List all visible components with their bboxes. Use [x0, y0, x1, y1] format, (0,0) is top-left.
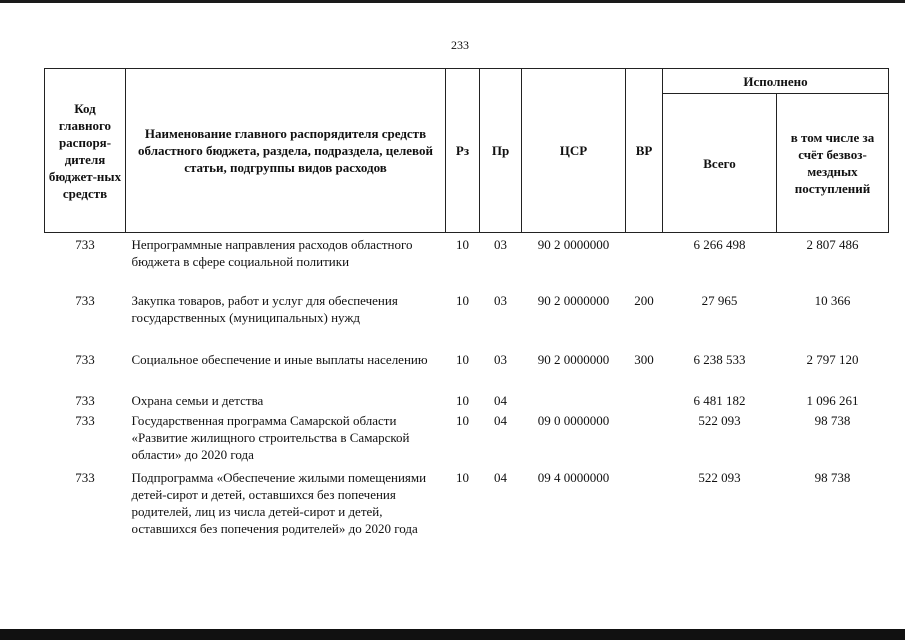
row-name: Подпрограмма «Обеспечение жилыми помещениями детей-сирот и детей, оставшихся без попечения родителей, лиц из числа детей-сирот и детей, оставшихся без попечения родителей» до 2020 года: [131, 469, 427, 536]
row-vr: 300: [634, 351, 654, 367]
row-gratuitous: 98 738: [814, 412, 851, 428]
row-rz: 10: [456, 392, 469, 408]
top-scan-border: [0, 0, 905, 3]
header-code: Код главного распоря-дителя бюджет-ных средств: [45, 69, 126, 233]
row-code: 733: [75, 351, 95, 367]
row-name: Государственная программа Самарской области «Развитие жилищного строительства в Самарской области» до 2020 года: [131, 412, 410, 462]
row-gratuitous: 2 797 120: [806, 351, 859, 367]
row-rz: 10: [456, 292, 469, 308]
row-total: 522 093: [698, 412, 741, 428]
table-row: [45, 233, 889, 292]
budget-execution-table: [44, 68, 889, 559]
row-vr: [626, 412, 663, 469]
header-csr: ЦСР: [522, 69, 626, 233]
row-pr: 04: [494, 469, 507, 485]
row-total: 522 093: [698, 469, 741, 485]
header-executed: Исполнено: [663, 69, 889, 94]
row-total: 6 266 498: [693, 237, 746, 252]
row-gratuitous: 1 096 261: [806, 392, 859, 408]
row-code: 733: [75, 392, 95, 408]
row-code: 733: [75, 237, 95, 252]
row-csr: 90 2 0000000: [537, 292, 610, 308]
table-row: [45, 392, 889, 412]
row-gratuitous: 98 738: [814, 469, 851, 485]
table-row: [45, 412, 889, 469]
bottom-scan-border: [0, 629, 905, 640]
row-vr: [626, 392, 663, 412]
row-pr: 03: [494, 292, 507, 308]
header-name: Наименование главного распорядителя средств областного бюджета, раздела, подраздела, целевой статьи, подгруппы видов расходов: [126, 69, 446, 233]
row-csr: 09 0 0000000: [537, 412, 610, 428]
row-code: 733: [75, 412, 95, 428]
row-gratuitous: 10 366: [814, 292, 851, 308]
row-code: 733: [75, 469, 95, 485]
row-name: Охрана семьи и детства: [131, 392, 264, 408]
row-gratuitous: 2 807 486: [806, 237, 859, 252]
row-csr: 09 4 0000000: [537, 469, 610, 485]
page-number: 233: [451, 38, 469, 52]
header-pr: Пр: [480, 69, 522, 233]
row-rz: 10: [456, 469, 469, 485]
table-row: [45, 292, 889, 351]
row-pr: 03: [494, 351, 507, 367]
row-rz: 10: [456, 351, 469, 367]
row-vr: [626, 233, 663, 292]
row-vr: [626, 469, 663, 559]
row-csr: 90 2 0000000: [537, 351, 610, 367]
row-rz: 10: [456, 412, 469, 428]
row-rz: 10: [456, 237, 469, 252]
row-pr: 04: [494, 412, 507, 428]
header-gratuitous: в том числе за счёт безвоз-мездных поступлений: [777, 94, 889, 233]
header-vr: ВР: [626, 69, 663, 233]
row-csr: 90 2 0000000: [537, 237, 610, 252]
row-code: 733: [75, 292, 95, 308]
header-rz: Рз: [446, 69, 480, 233]
row-total: 27 965: [701, 292, 738, 308]
header-total: Всего: [663, 94, 777, 233]
row-total: 6 238 533: [693, 351, 746, 367]
row-csr: [522, 392, 626, 412]
row-pr: 04: [494, 392, 507, 408]
row-vr: 200: [634, 292, 654, 308]
table-row: [45, 469, 889, 559]
row-name: Непрограммные направления расходов областного бюджета в сфере социальной политики: [131, 237, 413, 269]
row-pr: 03: [494, 237, 507, 252]
row-name: Социальное обеспечение и иные выплаты населению: [131, 351, 428, 367]
table-row: [45, 351, 889, 392]
row-name: Закупка товаров, работ и услуг для обеспечения государственных (муниципальных) нужд: [131, 292, 398, 325]
row-total: 6 481 182: [693, 392, 746, 408]
